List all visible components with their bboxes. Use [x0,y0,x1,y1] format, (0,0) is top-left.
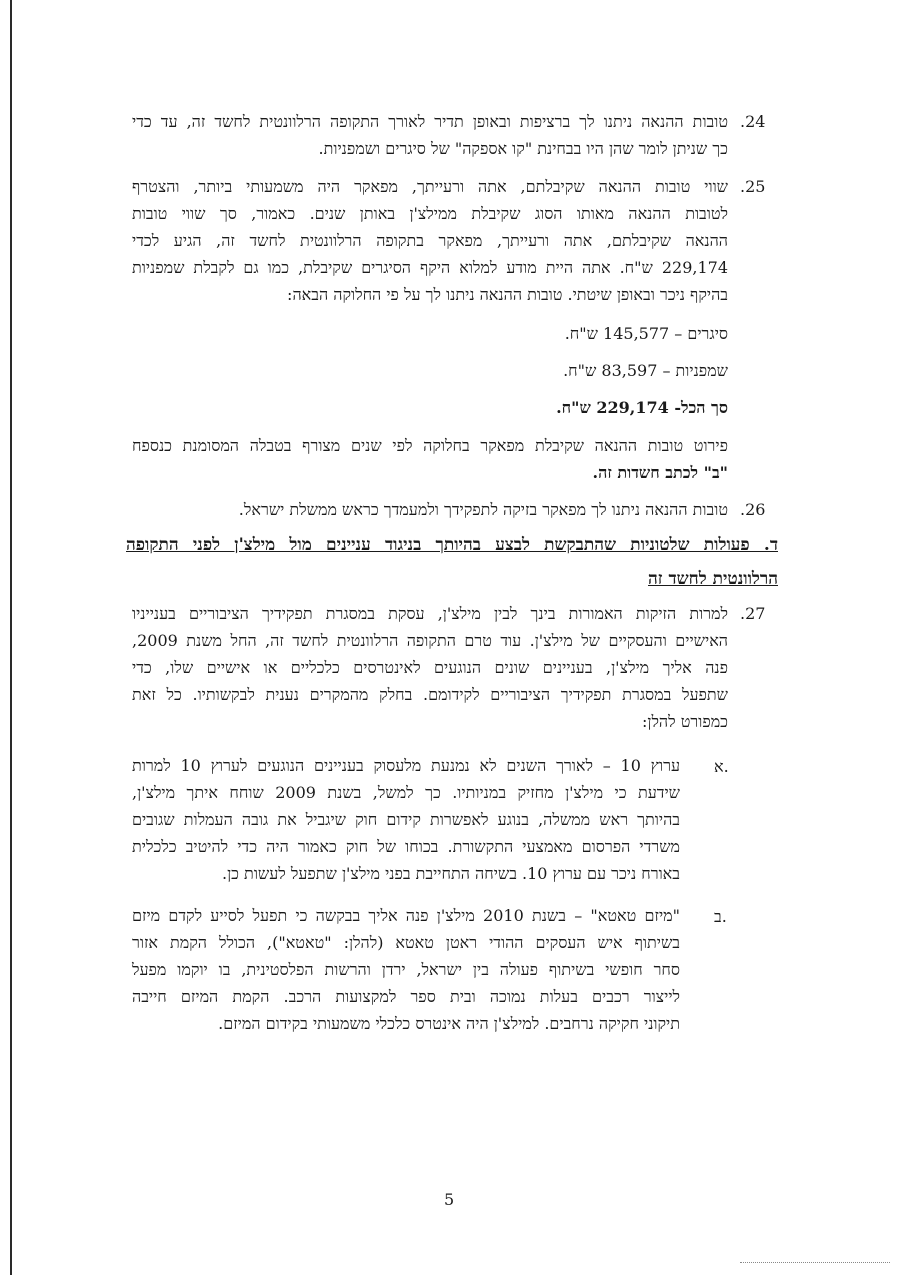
section-heading-line: הרלוונטית לחשד זה [648,569,778,589]
item-number-26: .26 [740,500,766,519]
sub-item-a-line: בהיותך ראש ממשלה, בנוגע לאפשרות קידום חוק שיגביל את גובה העמלות שגובים [132,810,680,829]
sub-item-letter-b: ב. [714,907,727,926]
item-number-25: .25 [740,177,766,196]
paragraph-27-line: שתפעל במסגרת תפקידיך הציבוריים לקידומם. בחלק מהמקרים נענית לבקשותיו. כל זאת [132,685,728,704]
cigars-amount: סיגרים – 145,577 ש"ח. [564,324,728,343]
paragraph-27-line: למרות הזיקות האמורות בינך לבין מילצ'ן, עסקת במסגרת תפקידיך הציבוריים בענייניו [132,604,728,623]
paragraph-25-detail [132,432,728,486]
paragraph-24-line: כך שניתן לומר שהן היו בבחינת "קו אספקה" של סיגרים ושמפניות. [318,139,728,158]
sub-item-a-line: ערוץ 10 – לאורך השנים לא נמנעת מלעסוק בעניינים הנוגעים לערוץ 10 למרות [132,756,680,775]
paragraph-25-line: שווי טובות ההנאה שקיבלתם, אתה ורעייתך, מפאקר היה משמעותי ביותר, והצטרף [132,177,728,196]
section-heading-d [126,528,778,596]
section-heading-line: ד. פעולות שלטוניות שהתבקשת לבצע בהיותך בניגוד עניינים מול מילצ'ן לפני התקופה [126,535,778,555]
paragraph-25-detail-line: "ב" לכתב חשדות זה. [592,463,728,482]
paragraph-27 [132,600,728,735]
scan-edge-line [10,0,12,1275]
paragraph-27-line: פנה אליך מילצ'ן, בעניינים שונים הנוגעים לאינטרסים כלכליים או אישיים שלו, כדי [132,658,728,677]
sub-item-b-line: בשיתוף איש העסקים ההודי ראטן טאטא (להלן: "טאטא"), הכולל הקמת אזור [132,933,680,952]
sub-item-a-line: משרדי הפרסום מאמצעי התקשורת. בכוחו של חוק כאמור היה כדי להיטיב כלכלית [132,837,680,856]
paragraph-24 [132,108,728,162]
sub-item-b-line: תיקוני חקיקה נרחבים. למילצ'ן היה אינטרס כלכלי משמעותי בקידום המיזם. [218,1014,680,1033]
sub-item-a-line: באורח ניכר עם ערוץ 10. בשיחה התחייבת בפני מילצ'ן שתפעל לעשות כן. [221,864,680,883]
page-number: 5 [444,1190,455,1209]
sub-item-b-line: סחר חופשי בשיתוף פעולה בין ישראל, ירדן והרשות הפלסטינית, בו יוקמו מפעל [132,960,680,979]
paragraph-25-line: לטובות ההנאה מאותו הסוג שקיבלת ממילצ'ן באותן שנים. כאמור, סך שווי טובות [132,204,728,223]
paragraph-25-line: 229,174 ש"ח. אתה היית מודע למלוא היקף הסיגרים שקיבלת, כמו גם לקבלת שמפניות [132,258,728,277]
item-number-24: .24 [740,112,766,131]
paragraph-27-line: כמפורט להלן: [641,712,728,731]
sub-item-letter-a: א. [714,757,729,776]
sub-item-b-line: "מיזם טאטא" – בשנת 2010 מילצ'ן פנה אליך בבקשה כי תפעל לסייע לקדם מיזם [132,906,681,925]
total-amount: סך הכל- 229,174 ש"ח. [556,398,728,417]
paragraph-24-line: טובות ההנאה ניתנו לך ברציפות ובאופן תדיר לאורך התקופה הרלוונטית לחשד זה, עד כדי [132,112,729,131]
champagne-amount: שמפניות – 83,597 ש"ח. [563,361,728,380]
scan-artifact [740,1262,890,1264]
sub-item-a [132,752,680,887]
sub-item-a-line: שידעת כי מילצ'ן מחזיק במניותיו. כך למשל, בשנת 2009 שוחח איתך מילצ'ן, [132,783,681,802]
paragraph-27-line: האישיים והעסקיים של מילצ'ן. עוד טרם התקופה הרלוונטית לחשד זה, החל משנת 2009, [132,631,728,650]
paragraph-25-line: ההנאה שקיבלתם, אתה ורעייתך, מפאקר בתקופה הרלוונטית לחשד זה, הגיע לכדי [132,231,728,250]
paragraph-25 [132,173,728,308]
paragraph-25-detail-line: פירוט טובות ההנאה שקיבלת מפאקר בחלוקה לפי שנים מצורף בטבלה המסומנת כנספח [132,436,728,455]
sub-item-b-line: לייצור רכבים בעלות נמוכה ובית ספר למקצועות הרכב. הקמת המיזם חייבה [132,987,680,1006]
item-number-27: .27 [740,604,766,623]
paragraph-26: טובות ההנאה ניתנו לך מפאקר בזיקה לתפקידך ולמעמדך כראש ממשלת ישראל. [238,500,728,519]
sub-item-b [132,902,680,1037]
paragraph-25-line: בהיקף ניכר ובאופן שיטתי. טובות ההנאה ניתנו לך על פי החלוקה הבאה: [287,285,728,304]
